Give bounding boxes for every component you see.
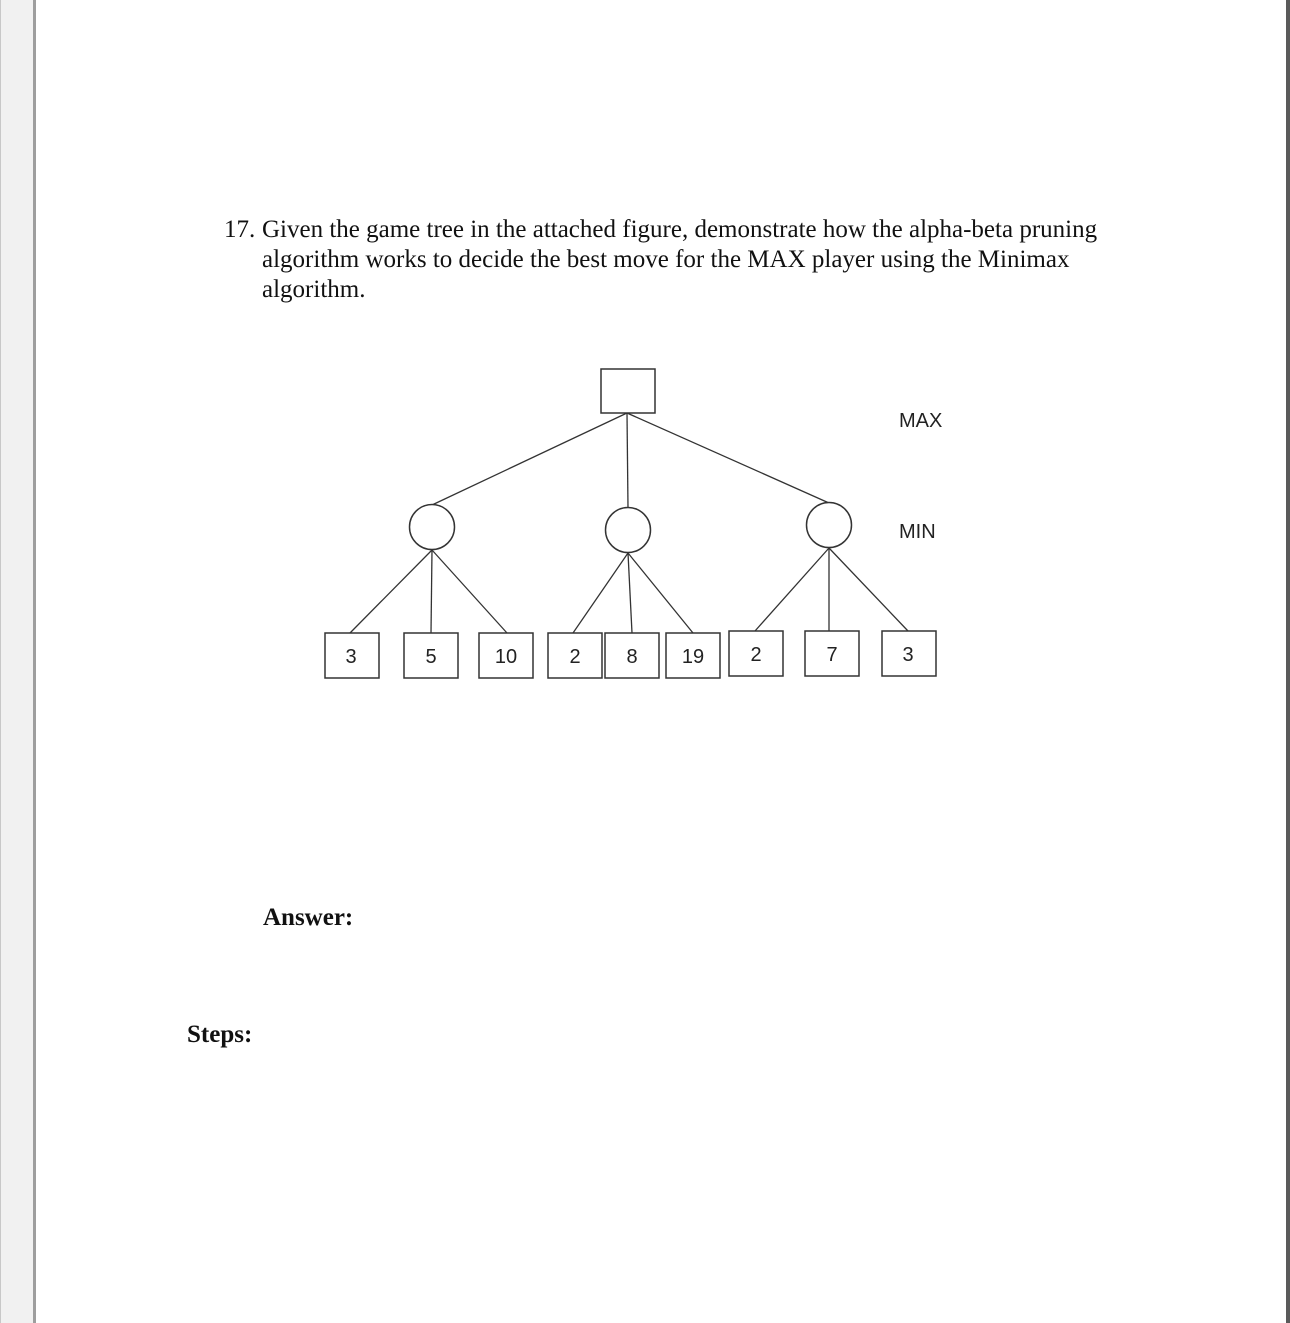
answer-label: Answer:: [263, 904, 354, 931]
root-max-node: [601, 369, 655, 413]
edge-min1-leaf2: [431, 550, 432, 633]
leaf-value-4: 2: [569, 646, 581, 668]
min-node-2: [606, 508, 651, 553]
leaf-value-3: 10: [494, 646, 518, 668]
min-level-label: MIN: [899, 521, 936, 543]
edge-min2-leaf5: [628, 553, 632, 633]
question-line-3: algorithm.: [262, 276, 366, 303]
steps-label: Steps:: [187, 1021, 253, 1048]
question-number: 17.: [224, 216, 256, 243]
max-level-label: MAX: [899, 410, 943, 432]
min-node-1: [410, 505, 455, 550]
edge-min1-leaf1: [350, 550, 432, 633]
leaf-value-5: 8: [626, 646, 638, 668]
leaf-value-8: 7: [826, 644, 838, 666]
question-line-2: algorithm works to decide the best move for the MAX player using the Minimax: [262, 246, 1070, 273]
leaf-value-6: 19: [681, 646, 705, 668]
leaf-value-7: 2: [750, 644, 762, 666]
edge-min1-leaf3: [432, 550, 507, 633]
leaf-value-9: 3: [902, 644, 914, 666]
edge-root-min2: [627, 413, 628, 508]
leaf-value-2: 5: [425, 646, 437, 668]
leaf-value-1: 3: [345, 646, 357, 668]
edge-root-min3: [627, 413, 829, 503]
question-line-1-text: Given the game tree in the attached figure, demonstrate how the alpha-beta pruning: [262, 216, 1098, 243]
edge-min3-leaf9: [829, 548, 908, 631]
edge-root-min1: [432, 413, 627, 505]
min-node-3: [807, 503, 852, 548]
edge-min3-leaf7: [755, 548, 829, 631]
edge-min2-leaf4: [573, 553, 628, 633]
edge-min2-leaf6: [628, 553, 693, 633]
